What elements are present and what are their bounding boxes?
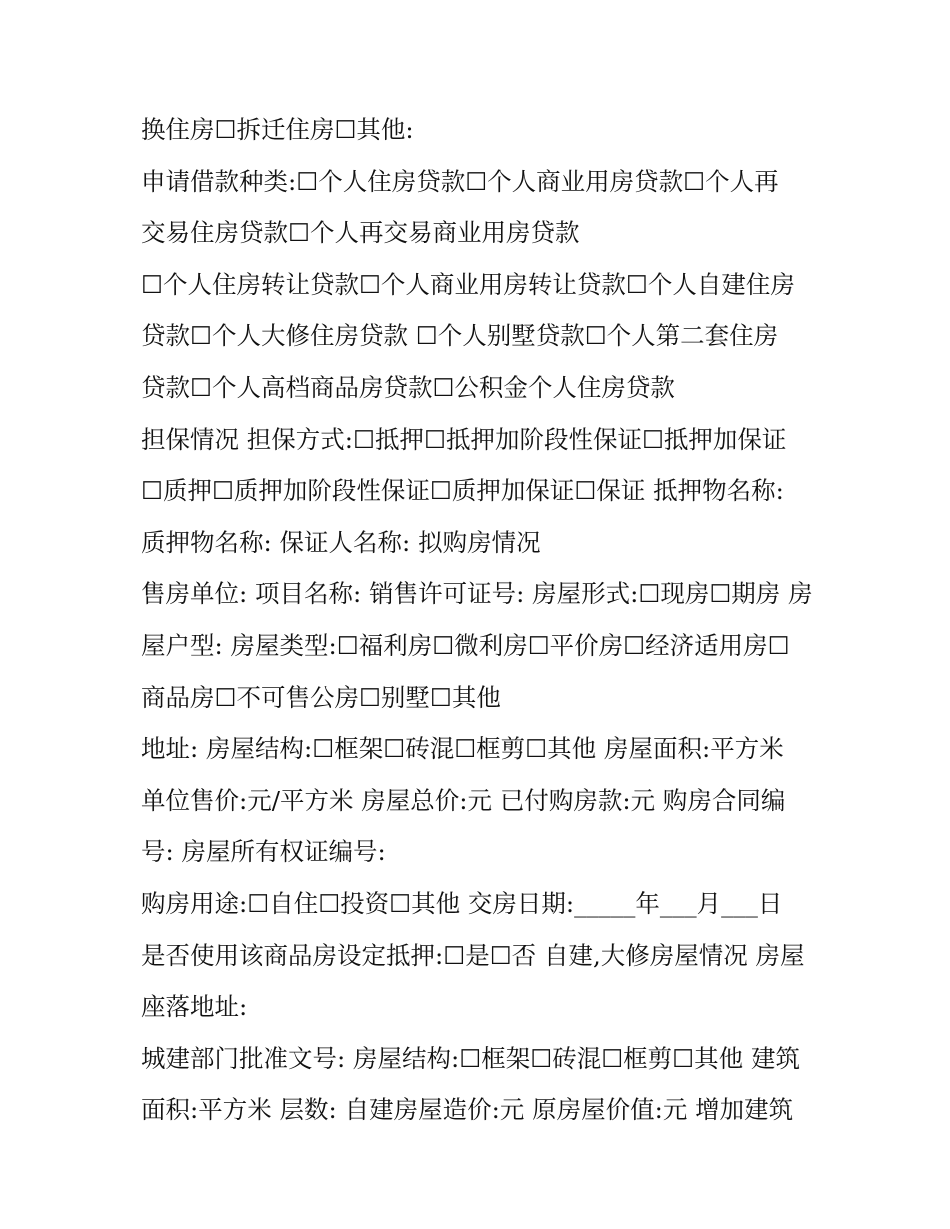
text-line: 单位售价:元/平方米 房屋总价:元 已付购房款:元 购房合同编 <box>141 785 786 815</box>
text-line: 贷款☐个人高档商品房贷款☐公积金个人住房贷款 <box>141 372 675 402</box>
text-line: 座落地址: <box>141 992 248 1022</box>
text-line: 担保情况 担保方式:☐抵押☐抵押加阶段性保证☐抵押加保证 <box>141 424 787 454</box>
text-line: 商品房☐不可售公房☐别墅☐其他 <box>141 682 501 712</box>
text-line: 屋户型: 房屋类型:☐福利房☐微利房☐平价房☐经济适用房☐ <box>141 630 790 660</box>
text-line: 交易住房贷款☐个人再交易商业用房贷款 <box>141 218 580 248</box>
document-body <box>141 108 821 1140</box>
text-line: 城建部门批准文号: 房屋结构:☐框架☐砖混☐框剪☐其他 建筑 <box>141 1043 800 1073</box>
text-line: 是否使用该商品房设定抵押:☐是☐否 自建,大修房屋情况 房屋 <box>141 940 805 970</box>
text-line: 换住房☐拆迁住房☐其他: <box>141 115 414 144</box>
text-line: 质押物名称: 保证人名称: 拟购房情况 <box>141 527 541 557</box>
text-line: 购房用途:☐自住☐投资☐其他 交房日期:_____年___月___日 <box>141 888 783 918</box>
text-line: 售房单位: 项目名称: 销售许可证号: 房屋形式:☐现房☐期房 房 <box>141 579 813 609</box>
text-line: 贷款☐个人大修住房贷款 ☐个人别墅贷款☐个人第二套住房 <box>141 321 779 351</box>
text-line: 地址: 房屋结构:☐框架☐砖混☐框剪☐其他 房屋面积:平方米 <box>141 734 784 764</box>
text-line: ☐个人住房转让贷款☐个人商业用房转让贷款☐个人自建住房 <box>141 269 795 299</box>
text-line: 申请借款种类:☐个人住房贷款☐个人商业用房贷款☐个人再 <box>141 166 779 196</box>
text-line: ☐质押☐质押加阶段性保证☐质押加保证☐保证 抵押物名称: <box>141 476 784 506</box>
text-line: 面积:平方米 层数: 自建房屋造价:元 原房屋价值:元 增加建筑 <box>141 1095 794 1125</box>
text-line: 号: 房屋所有权证编号: <box>141 837 386 867</box>
